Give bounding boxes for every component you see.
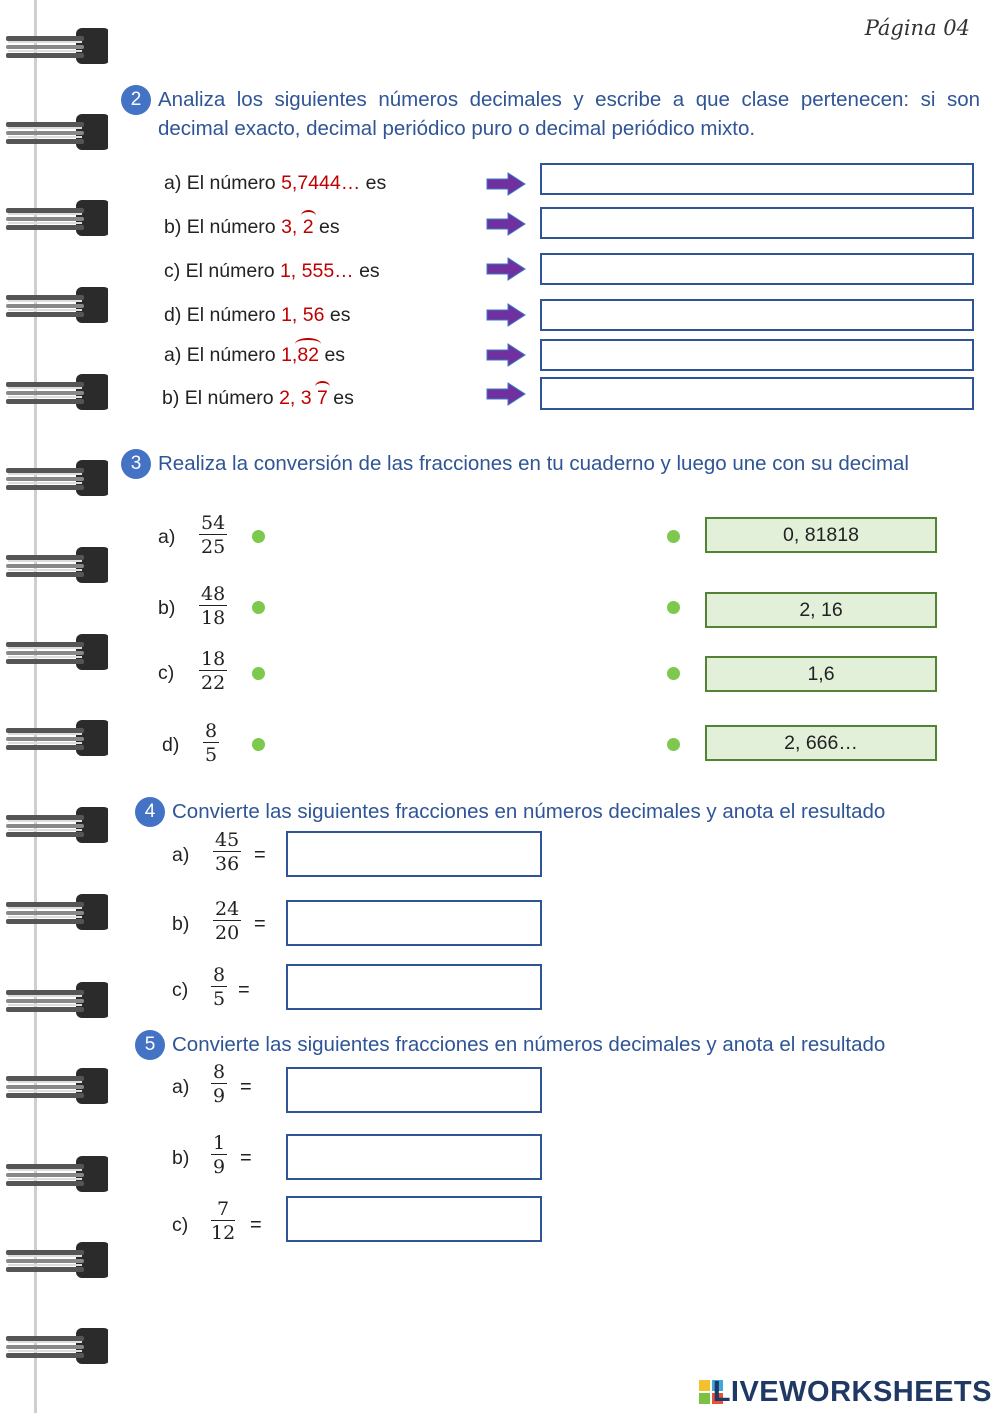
q3-left-dot-a[interactable] bbox=[252, 530, 265, 543]
arrow-right-icon bbox=[486, 257, 526, 281]
repeating-arc: 7 bbox=[317, 387, 328, 409]
arrow-right-icon bbox=[486, 212, 526, 236]
question-2-text: Analiza los siguientes números decimales y escribe a que clase pertenecen: si son decimal exacto, decimal periódico puro o decimal periódico mixto. bbox=[158, 88, 980, 140]
q4-answer-c-input[interactable] bbox=[286, 964, 542, 1010]
q4-equals-c: = bbox=[238, 979, 250, 1001]
spiral-ring bbox=[4, 458, 108, 498]
q2-item-e: a) El número 1,82 es bbox=[164, 344, 346, 366]
q5-answer-b-input[interactable] bbox=[286, 1134, 542, 1180]
spiral-ring bbox=[4, 1326, 108, 1366]
q2-answer-a-input[interactable] bbox=[540, 163, 974, 195]
q3-fraction-d: $\frac{8}{5}$ bbox=[205, 720, 218, 766]
spiral-ring bbox=[4, 980, 108, 1020]
spiral-ring bbox=[4, 26, 108, 66]
q3-fraction-a: $\frac{54}{25}$ bbox=[201, 512, 226, 558]
q4-fraction-c: $\frac{8}{5}$ bbox=[213, 964, 226, 1010]
q2-item-c: c) El número 1, 555… es bbox=[164, 260, 380, 282]
q2-item-b: b) El número 3, 2 es bbox=[164, 216, 340, 238]
q3-letter-d: d) bbox=[162, 734, 180, 756]
q5-equals-a: = bbox=[240, 1076, 252, 1098]
brand-wordmark: LIVEWORKSHEETS bbox=[712, 1376, 992, 1408]
question-4-number: 4 bbox=[135, 797, 165, 827]
spiral-ring bbox=[4, 805, 108, 845]
q3-fraction-b: $\frac{48}{18}$ bbox=[201, 583, 226, 629]
q2-item-c-value: 1, 555… bbox=[279, 260, 354, 282]
question-5-number: 5 bbox=[135, 1030, 165, 1060]
q5-answer-c-input[interactable] bbox=[286, 1196, 542, 1242]
q4-letter-c: c) bbox=[172, 979, 189, 1001]
question-3-number: 3 bbox=[121, 449, 151, 479]
arrow-right-icon bbox=[486, 382, 526, 406]
q5-fraction-c: $\frac{7}{12}$ bbox=[211, 1198, 236, 1244]
repeating-arc: 82 bbox=[297, 344, 320, 366]
question-4-text: Convierte las siguientes fracciones en números decimales y anota el resultado bbox=[172, 800, 886, 823]
q3-decimal-1: 0, 81818 bbox=[705, 517, 937, 553]
q5-letter-a: a) bbox=[172, 1076, 190, 1098]
q3-left-dot-c[interactable] bbox=[252, 667, 265, 680]
q2-item-a-value: 5,7444… bbox=[281, 172, 361, 194]
spiral-ring bbox=[4, 198, 108, 238]
q2-answer-d-input[interactable] bbox=[540, 299, 974, 331]
q5-fraction-a: $\frac{8}{9}$ bbox=[213, 1061, 226, 1107]
q3-decimal-3: 1,6 bbox=[705, 656, 937, 692]
arrow-right-icon bbox=[486, 303, 526, 327]
q3-fraction-c: $\frac{18}{22}$ bbox=[201, 648, 226, 694]
q4-equals-b: = bbox=[254, 913, 266, 935]
spiral-ring bbox=[4, 1154, 108, 1194]
q2-answer-b-input[interactable] bbox=[540, 207, 974, 239]
q5-fraction-b: $\frac{1}{9}$ bbox=[213, 1132, 226, 1178]
question-2-number: 2 bbox=[121, 85, 151, 115]
spiral-ring bbox=[4, 632, 108, 672]
question-5-text: Convierte las siguientes fracciones en números decimales y anota el resultado bbox=[172, 1033, 886, 1056]
q4-equals-a: = bbox=[254, 844, 266, 866]
q2-answer-c-input[interactable] bbox=[540, 253, 974, 285]
q3-letter-b: b) bbox=[158, 597, 176, 619]
q4-fraction-a: $\frac{45}{36}$ bbox=[215, 829, 240, 875]
spiral-ring bbox=[4, 892, 108, 932]
page-number: Página 04 bbox=[864, 16, 970, 40]
q3-right-dot-3[interactable] bbox=[667, 667, 680, 680]
q3-right-dot-1[interactable] bbox=[667, 530, 680, 543]
repeating-arc: 2 bbox=[302, 216, 314, 238]
q2-answer-e-input[interactable] bbox=[540, 339, 974, 371]
q2-item-a: a) El número 5,7444… es bbox=[164, 172, 387, 194]
q5-letter-b: b) bbox=[172, 1147, 190, 1169]
q3-letter-a: a) bbox=[158, 526, 176, 548]
q5-answer-a-input[interactable] bbox=[286, 1067, 542, 1113]
question-3-text: Realiza la conversión de las fracciones en tu cuaderno y luego une con su decimal bbox=[158, 452, 909, 475]
q3-decimal-2: 2, 16 bbox=[705, 592, 937, 628]
q3-left-dot-b[interactable] bbox=[252, 601, 265, 614]
spiral-ring bbox=[4, 285, 108, 325]
arrow-right-icon bbox=[486, 172, 526, 196]
q3-right-dot-4[interactable] bbox=[667, 738, 680, 751]
q5-letter-c: c) bbox=[172, 1214, 189, 1236]
arrow-right-icon bbox=[486, 343, 526, 367]
spiral-ring bbox=[4, 545, 108, 585]
q5-equals-b: = bbox=[240, 1147, 252, 1169]
q2-item-d-value: 1, 56 bbox=[281, 304, 325, 326]
q4-letter-a: a) bbox=[172, 844, 190, 866]
spiral-ring bbox=[4, 372, 108, 412]
q3-right-dot-2[interactable] bbox=[667, 601, 680, 614]
q2-item-d: d) El número 1, 56 es bbox=[164, 304, 351, 326]
spiral-ring bbox=[4, 1066, 108, 1106]
q4-letter-b: b) bbox=[172, 913, 190, 935]
spiral-ring bbox=[4, 718, 108, 758]
q4-answer-b-input[interactable] bbox=[286, 900, 542, 946]
q4-answer-a-input[interactable] bbox=[286, 831, 542, 877]
q2-answer-f-input[interactable] bbox=[540, 377, 974, 410]
spiral-ring bbox=[4, 112, 108, 152]
q3-letter-c: c) bbox=[158, 662, 175, 684]
q3-decimal-4: 2, 666… bbox=[705, 725, 937, 761]
q3-left-dot-d[interactable] bbox=[252, 738, 265, 751]
q5-equals-c: = bbox=[250, 1214, 262, 1236]
spiral-ring bbox=[4, 1240, 108, 1280]
q4-fraction-b: $\frac{24}{20}$ bbox=[215, 898, 240, 944]
q2-item-f: b) El número 2, 3 7 es bbox=[162, 387, 354, 409]
